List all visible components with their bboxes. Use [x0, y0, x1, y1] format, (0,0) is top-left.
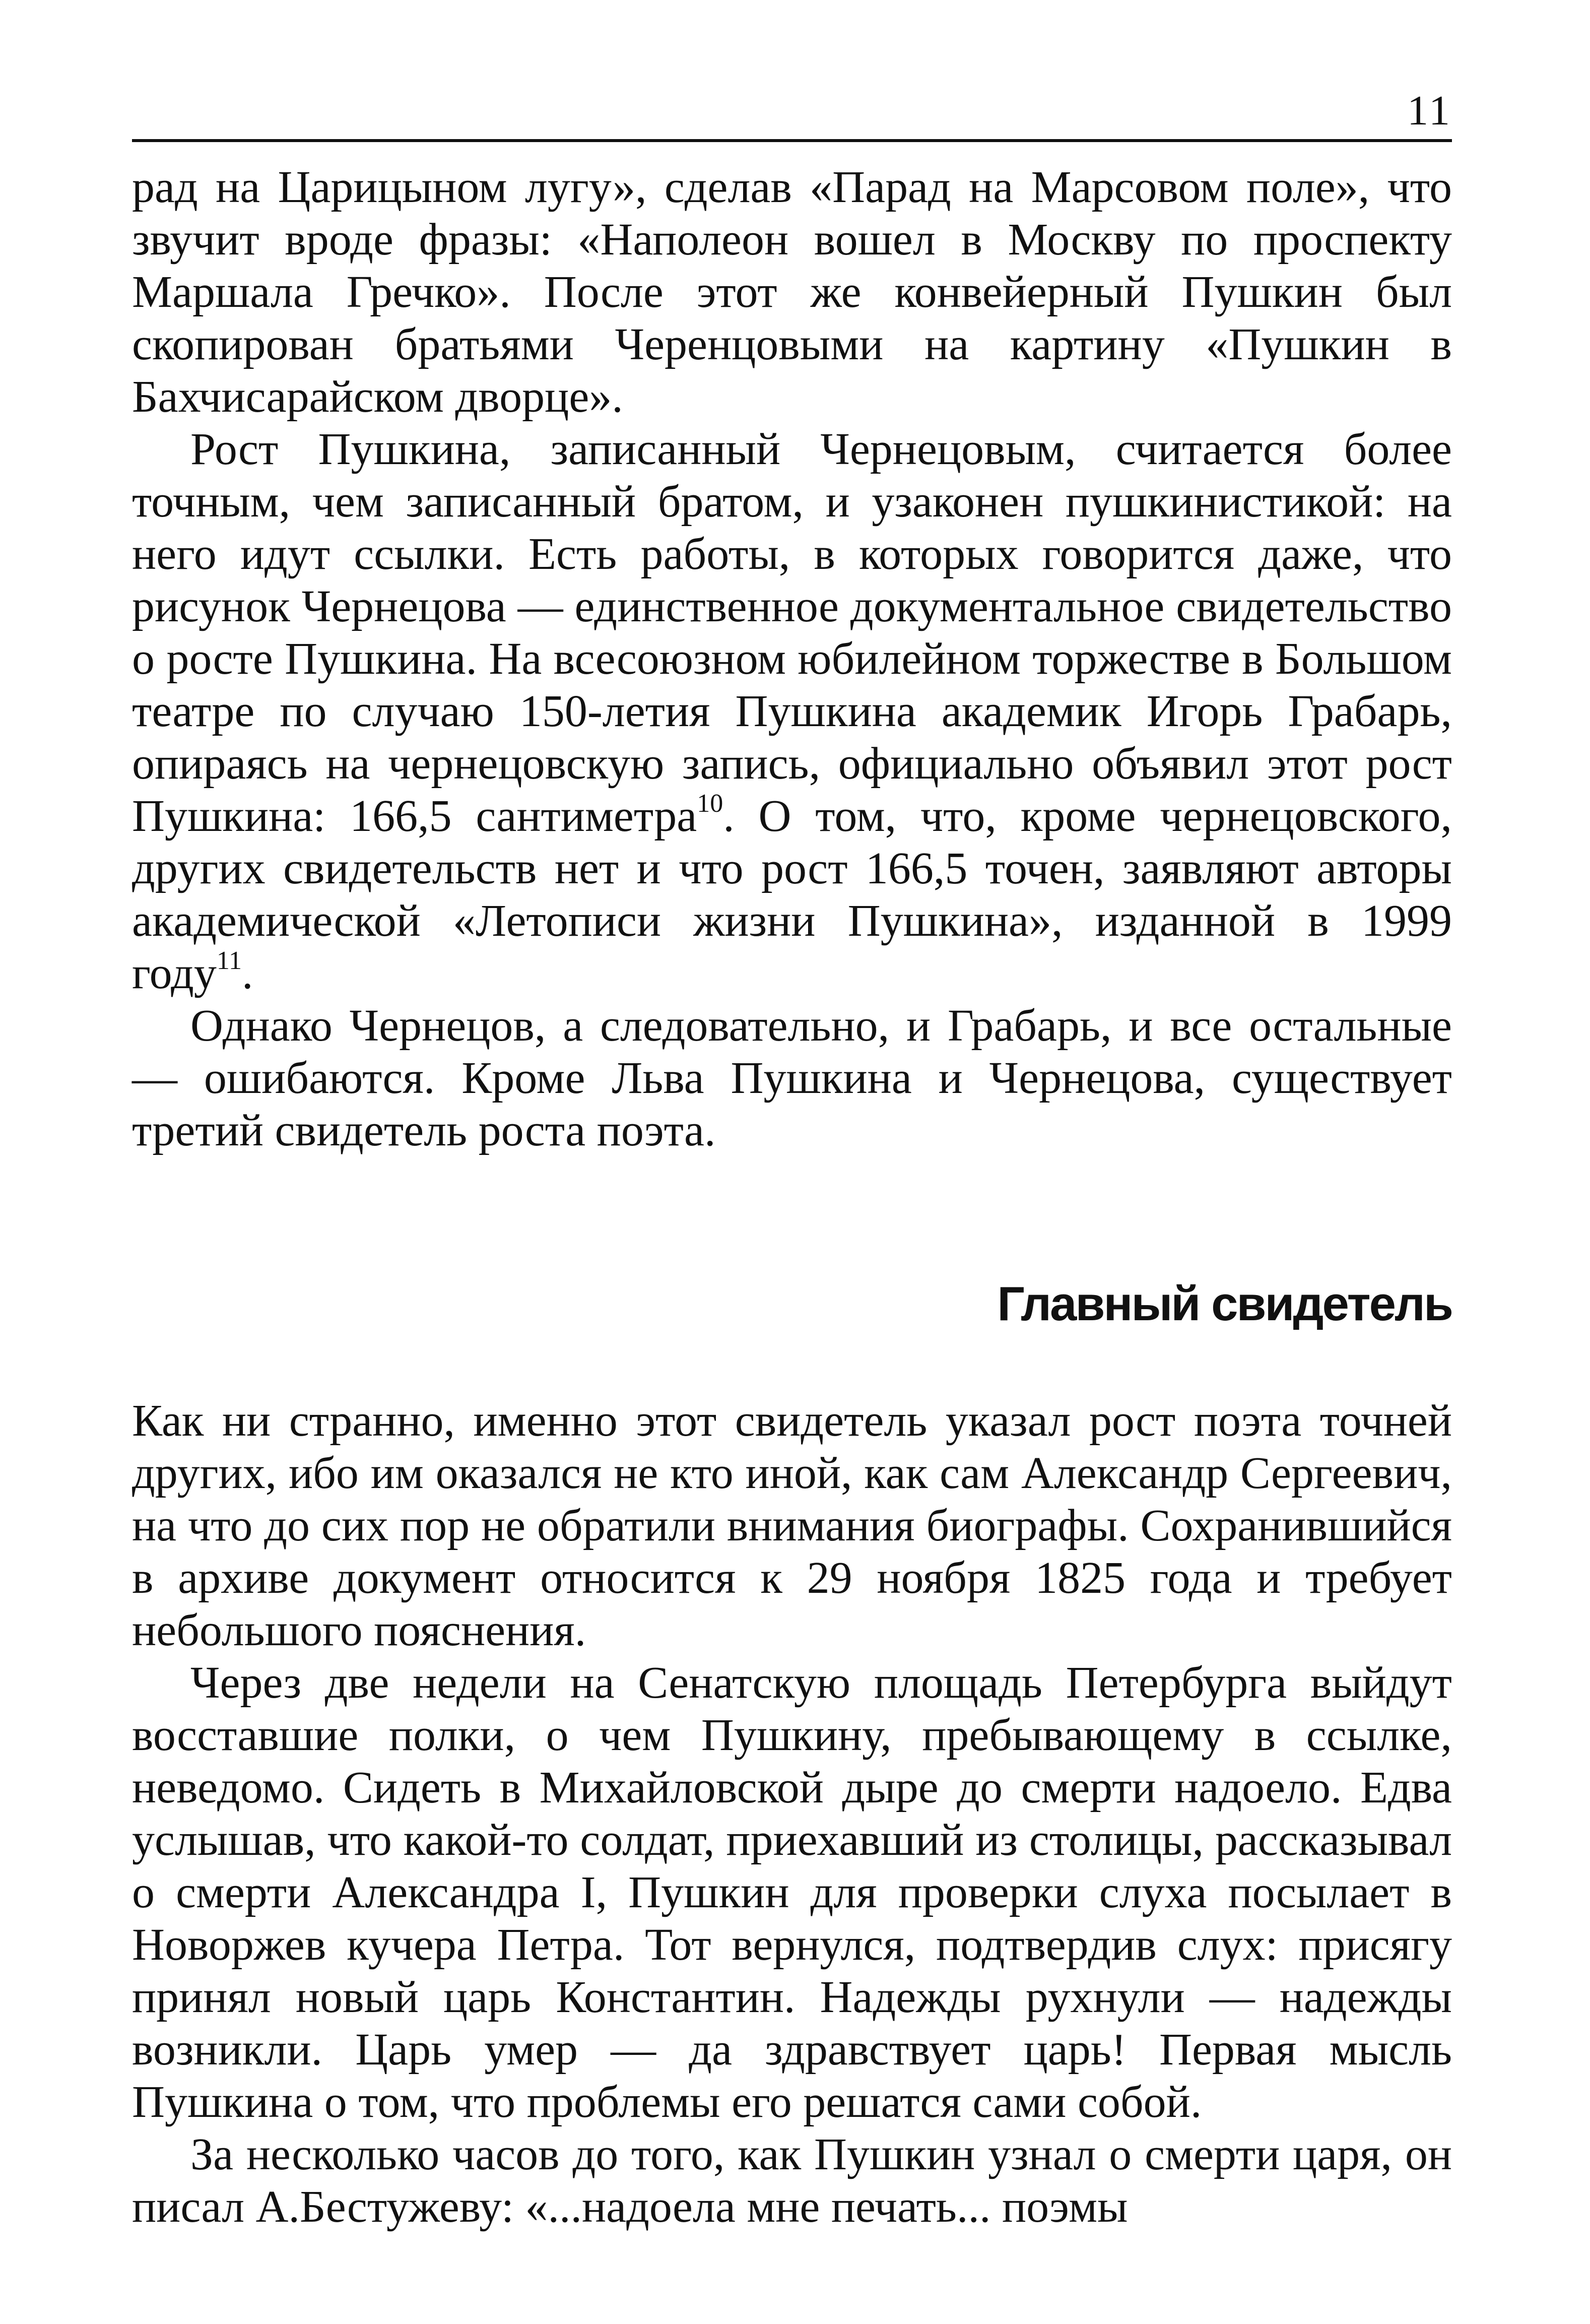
paragraph-6: За несколько часов до того, как Пушкин узнал о смерти царя, он писал А.Бестужеву: «...надоела мне печать... поэмы: [132, 2129, 1452, 2232]
page-number: 11: [1407, 87, 1452, 134]
paragraph-1: рад на Царицыном лугу», сделав «Парад на Марсовом поле», что звучит вроде фразы: «Наполеон вошел в Москву по проспекту Маршала Гречко». После этот же конвейерный Пушкин был скопирован братьями Черенцовыми на картину «Пушкин в Бахчисарайском дворце».: [132, 162, 1452, 422]
footnote-ref-10: 10: [697, 789, 723, 818]
paragraph-2: [132, 423, 1452, 1000]
paragraph-4: Как ни странно, именно этот свидетель указал рост поэта точней других, ибо им оказался не кто иной, как сам Александр Сергеевич, на что до сих пор не обратили внимания биографы. Сохранившийся в архиве документ относится к 29 ноября 1825 года и требует небольшого пояснения.: [132, 1396, 1452, 1655]
footnote-ref-11: 11: [216, 946, 242, 975]
body-text: [132, 161, 1452, 2233]
paragraph-5: Через две недели на Сенатскую площадь Петербурга выйдут восставшие полки, о чем Пушкину, пребывающему в ссылке, неведомо. Сидеть в Михайловской дыре до смерти надоело. Едва услышав, что какой-то солдат, приехавший из столицы, рассказывал о смерти Александра I, Пушкин для проверки слуха посылает в Новоржев кучера Петра. Тот вернулся, подтвердив слух: присягу принял новый царь Константин. Надежды рухнули — надежды возникли. Царь умер — да здравствует царь! Первая мысль Пушкина о том, что проблемы его решатся сами собой.: [132, 1658, 1452, 2127]
paragraph-3: Однако Чернецов, а следовательно, и Грабарь, и все остальные — ошибаются. Кроме Льва Пушкина и Чернецова, существует третий свидетель роста поэта.: [132, 1001, 1452, 1155]
section-heading: Главный свидетель: [997, 1277, 1452, 1331]
paragraph-2-text: Рост Пушкина, записанный Чернецовым, считается более точным, чем записанный братом, и узаконен пушкинистикой: на него идут ссылки. Есть работы, в которых говорится даже, что рисунок Чернецова — единственное документальное свидетельство о росте Пушкина. На всесоюзном юбилейном торжестве в Большом театре по случаю 150-летия Пушкина академик Игорь Грабарь, опираясь на чернецовскую запись, официально объявил этот рост Пушкина: 166,5 сантиметра: [132, 424, 1452, 841]
paragraph-2-text-end: .: [241, 948, 253, 998]
header-rule: [132, 139, 1452, 142]
paragraph-2-text-cont: . О том, что, кроме чернецовского, других свидетельств нет и что рост 166,5 точен, заявляют авторы академической «Летописи жизни Пушкина», изданной в 1999 году: [132, 791, 1452, 998]
